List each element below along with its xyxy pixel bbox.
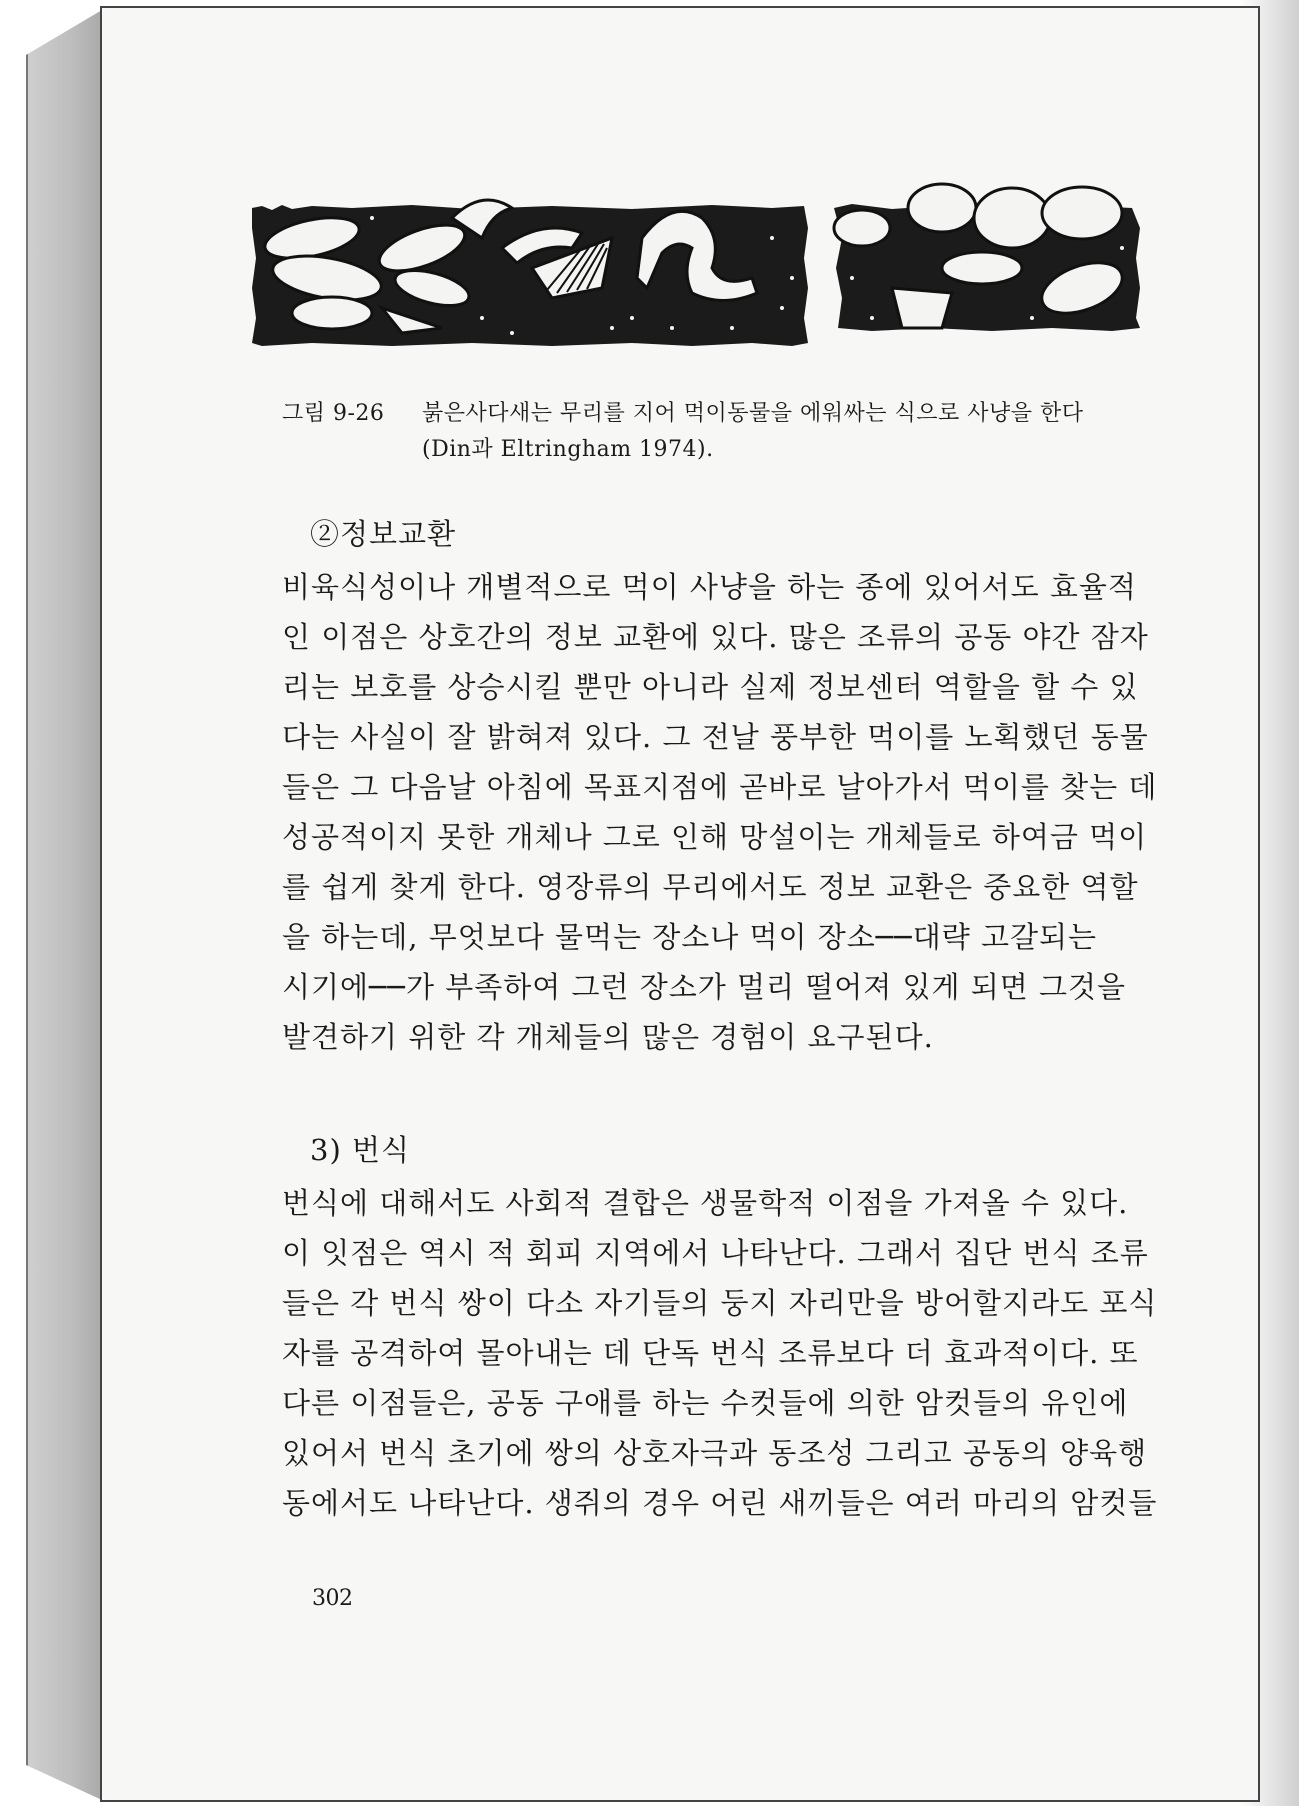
text-line: 다른 이점들은, 공동 구애를 하는 수컷들에 의한 암컷들의 유인에 [282,1386,1129,1420]
text-line: 있어서 번식 초기에 쌍의 상호자극과 동조성 그리고 공동의 양육행 [282,1436,1148,1470]
paragraph-info-exchange [282,562,1182,1062]
text-line: 성공적이지 못한 개체나 그로 인해 망설이는 개체들로 하여금 먹이 [282,820,1148,854]
page-number: 302 [312,1586,353,1611]
text-line: 번식에 대해서도 사회적 결합은 생물학적 이점을 가져올 수 있다. [282,1186,1129,1220]
text-line: 이 잇점은 역시 적 회피 지역에서 나타난다. 그래서 집단 번식 조류 [282,1236,1149,1270]
text-line: 다는 사실이 잘 밝혀져 있다. 그 전날 풍부한 먹이를 노획했던 동물 [282,720,1149,754]
caption-text: 붉은사다새는 무리를 지어 먹이동물을 에워싸는 식으로 사냥을 한다 [422,401,1084,426]
paragraph-breeding [282,1178,1182,1528]
text-line: 비육식성이나 개별적으로 먹이 사냥을 하는 종에 있어서도 효율적 [282,570,1137,604]
caption-citation: (Din과 Eltringham 1974). [422,437,714,462]
figure-panel-left [252,200,808,346]
text-line: 시기에──가 부족하여 그런 장소가 멀리 떨어져 있게 되면 그것을 [282,970,1127,1004]
figure-panel-right [834,184,1140,331]
text-line: 들은 각 번식 쌍이 다소 자기들의 둥지 자리만을 방어할지라도 포식 [282,1286,1158,1320]
text-line: 발견하기 위한 각 개체들의 많은 경험이 요구된다. [282,1020,934,1054]
heading-breeding: 3) 번식 [310,1133,411,1167]
text-line: 리는 보호를 상승시킬 뿐만 아니라 실제 정보센터 역할을 할 수 있 [282,670,1139,704]
book-spine [26,10,102,1800]
text-line: 를 쉽게 찾게 한다. 영장류의 무리에서도 정보 교환은 중요한 역할 [282,870,1139,904]
text-line: 을 하는데, 무엇보다 물먹는 장소나 먹이 장소──대략 고갈되는 [282,920,1098,954]
caption-line-1 [282,396,1182,432]
figure-caption [282,396,1182,468]
text-line: 동에서도 나타난다. 생쥐의 경우 어린 새끼들은 여러 마리의 암컷들 [282,1486,1158,1520]
pelican-illustration [252,178,1144,356]
text-line: 자를 공격하여 몰아내는 데 단독 번식 조류보다 더 효과적이다. 또 [282,1336,1139,1370]
text-line: 인 이점은 상호간의 정보 교환에 있다. 많은 조류의 공동 야간 잠자 [282,620,1149,654]
text-line: 들은 그 다음날 아침에 목표지점에 곧바로 날아가서 먹이를 찾는 데 [282,770,1158,804]
heading-info-exchange: ②정보교환 [310,517,457,551]
figure-number: 그림 9-26 [282,401,385,426]
